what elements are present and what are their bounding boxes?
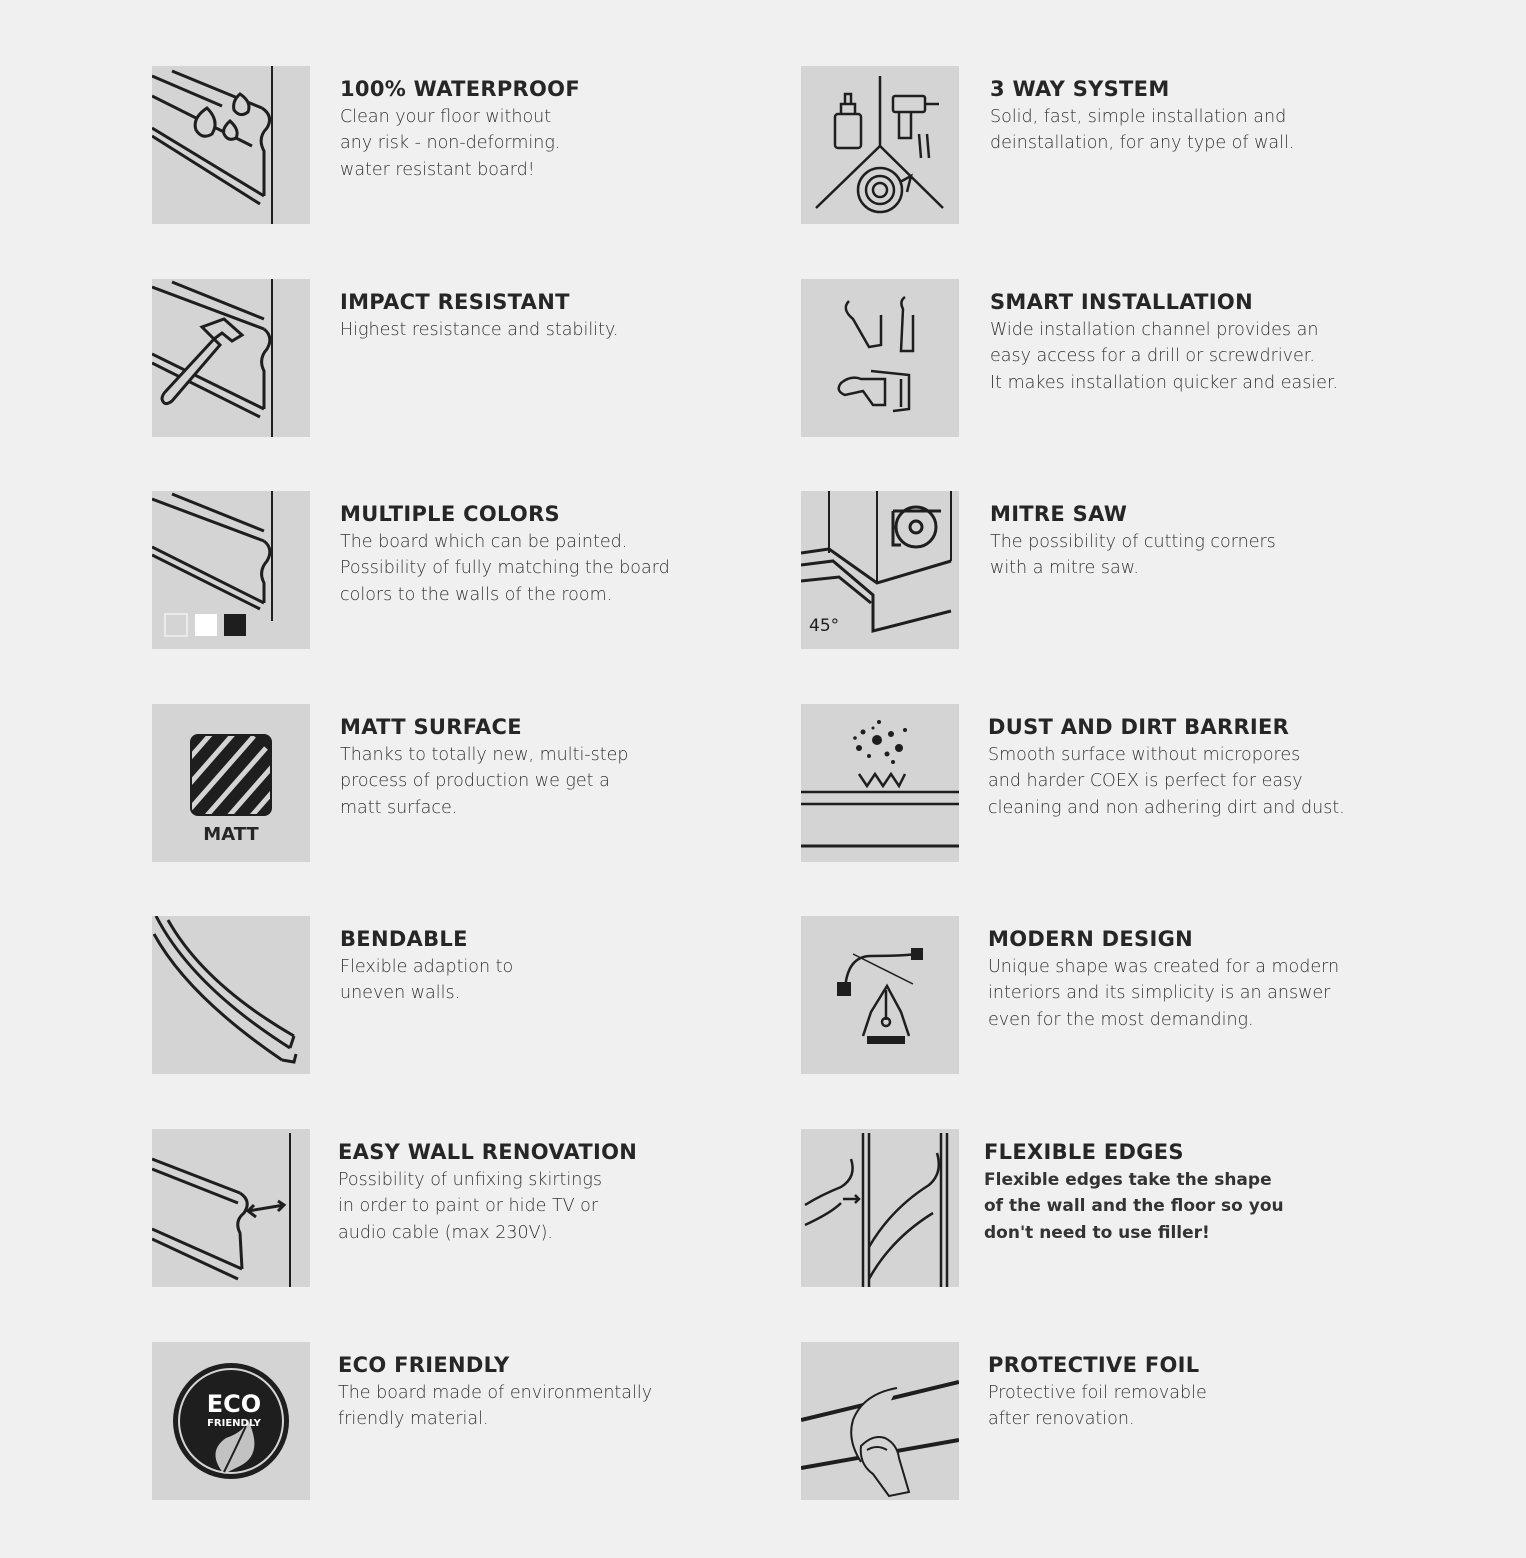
feature-line: cleaning and non adhering dirt and dust.: [988, 797, 1345, 818]
hammer-skirting-icon: [152, 279, 310, 437]
feature-line: Smooth surface without micropores: [988, 745, 1301, 765]
feature-modern: [801, 916, 1451, 1074]
eco-leaf-badge-icon: [152, 1342, 310, 1500]
feature-line: It makes installation quicker and easier.: [990, 372, 1339, 393]
feature-colors: [152, 491, 802, 649]
feature-line: Flexible adaption to: [340, 957, 514, 977]
feature-line: in order to paint or hide TV or: [338, 1196, 599, 1217]
feature-title: FLEXIBLE EDGES: [984, 1140, 1184, 1164]
flexible-edges-icon: [801, 1129, 959, 1287]
feature-title: MATT SURFACE: [340, 715, 522, 739]
feature-line: even for the most demanding.: [988, 1009, 1254, 1030]
dust-particles-icon: [801, 704, 959, 862]
feature-title: IMPACT RESISTANT: [340, 290, 570, 314]
feature-line: water resistant board!: [340, 159, 535, 180]
feature-title: 3 WAY SYSTEM: [990, 77, 1170, 101]
feature-title: MODERN DESIGN: [988, 927, 1194, 951]
color-swatches-skirting-icon: [152, 491, 310, 649]
feature-line: Solid, fast, simple installation and: [990, 107, 1287, 127]
bent-skirting-icon: [152, 916, 310, 1074]
feature-line: uneven walls.: [340, 983, 461, 1004]
feature-line: Possibility of fully matching the board: [340, 558, 670, 579]
feature-line: interiors and its simplicity is an answer: [988, 983, 1331, 1004]
feature-bendable: [152, 916, 802, 1074]
feature-line: process of production we get a: [340, 771, 610, 792]
feature-line: Clean your floor without: [340, 107, 552, 127]
feature-line: Thanks to totally new, multi-step: [340, 745, 629, 765]
feature-line: The possibility of cutting corners: [990, 532, 1276, 552]
feature-line: friendly material.: [338, 1409, 489, 1430]
clip-install-icon: [801, 279, 959, 437]
feature-title: 100% WATERPROOF: [340, 77, 580, 101]
feature-line: Possibility of unfixing skirtings: [338, 1170, 602, 1190]
feature-flexible: [801, 1129, 1451, 1287]
feature-line: Protective foil removable: [988, 1383, 1207, 1403]
mitre-saw-icon: [801, 491, 959, 649]
feature-line: colors to the walls of the room.: [340, 584, 613, 605]
feature-title: MULTIPLE COLORS: [340, 502, 560, 526]
matt-hatch-icon: [152, 704, 310, 862]
feature-line: deinstallation, for any type of wall.: [990, 133, 1295, 154]
feature-title: ECO FRIENDLY: [338, 1353, 510, 1377]
feature-line: Wide installation channel provides an: [990, 320, 1319, 340]
feature-title: BENDABLE: [340, 927, 468, 951]
pen-nib-bezier-icon: [801, 916, 959, 1074]
feature-line: matt surface.: [340, 797, 458, 818]
glue-drill-tape-icon: [801, 66, 959, 224]
feature-title: PROTECTIVE FOIL: [988, 1353, 1200, 1377]
feature-line: audio cable (max 230V).: [338, 1222, 553, 1243]
feature-line: with a mitre saw.: [990, 558, 1139, 579]
feature-line: The board which can be painted.: [340, 532, 628, 552]
feature-title: SMART INSTALLATION: [990, 290, 1253, 314]
water-drops-skirting-icon: [152, 66, 310, 224]
feature-foil: [801, 1342, 1451, 1500]
feature-matt: [152, 704, 802, 862]
feature-dust: [801, 704, 1451, 862]
feature-waterproof: [152, 66, 802, 224]
feature-title: DUST AND DIRT BARRIER: [988, 715, 1290, 739]
feature-three-way: [801, 66, 1451, 224]
eco-badge-small: FRIENDLY: [207, 1418, 261, 1429]
feature-eco: [152, 1342, 802, 1500]
feature-smart: [801, 279, 1451, 437]
feature-line: The board made of environmentally: [338, 1383, 653, 1403]
feature-title: EASY WALL RENOVATION: [338, 1140, 638, 1164]
feature-line: don't need to use filler!: [984, 1222, 1210, 1243]
feature-line: easy access for a drill or screwdriver.: [990, 346, 1315, 367]
feature-line: Highest resistance and stability.: [340, 320, 619, 340]
feature-impact: [152, 279, 802, 437]
feature-renovation: [152, 1129, 802, 1287]
unfix-skirting-arrow-icon: [152, 1129, 310, 1287]
peel-foil-hand-icon: [801, 1342, 959, 1500]
angle-label: 45°: [809, 616, 840, 636]
feature-line: after renovation.: [988, 1409, 1135, 1430]
feature-line: any risk - non-deforming.: [340, 133, 561, 154]
feature-line: Flexible edges take the shape: [984, 1170, 1272, 1190]
feature-mitre: [801, 491, 1451, 649]
matt-label: MATT: [203, 824, 259, 845]
feature-title: MITRE SAW: [990, 502, 1128, 526]
feature-line: and harder COEX is perfect for easy: [988, 771, 1303, 792]
eco-badge-big: ECO: [206, 1390, 262, 1418]
swatch-grey: [165, 614, 187, 636]
feature-line: Unique shape was created for a modern: [988, 957, 1340, 977]
feature-line: of the wall and the floor so you: [984, 1196, 1284, 1217]
